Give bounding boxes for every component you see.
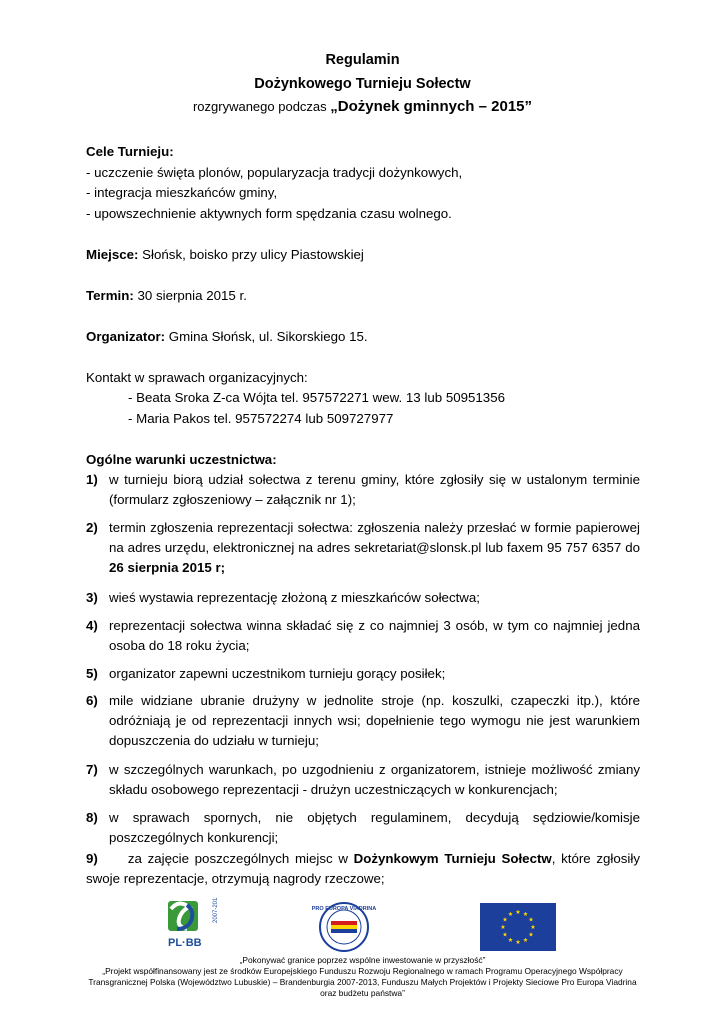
condition-number: 5) xyxy=(86,666,98,681)
plbb-text: PL·BB xyxy=(168,937,202,949)
term-label: Termin: xyxy=(86,288,134,303)
organizer-line xyxy=(86,329,368,344)
plbb-years: 2007-2013 xyxy=(213,897,219,923)
plbb-logo xyxy=(168,897,219,949)
tournament-name: Dożynkowym Turnieju Sołectw xyxy=(353,851,552,866)
condition-number: 9) xyxy=(86,851,98,866)
organizer-value: Gmina Słońsk, ul. Sikorskiego 15. xyxy=(165,329,368,344)
euroregion-seal xyxy=(312,903,377,951)
place-value: Słońsk, boisko przy ulicy Piastowskiej xyxy=(138,247,364,262)
condition-text-end: , które zgłosiły swoje reprezentacje, otrzymują nagrody rzeczowe; xyxy=(86,851,640,886)
subtitle-prefix: rozgrywanego podczas xyxy=(192,99,331,114)
condition-item xyxy=(86,664,640,684)
logos-svg xyxy=(0,897,725,953)
term-value: 30 sierpnia 2015 r. xyxy=(133,288,247,303)
condition-text-main: termin zgłoszenia reprezentacji sołectwa: zgłoszenia należy przesłać w formie papierowej na adres urzędu, elektronicznej na adres sekretariat@slonsk.pl lub faxem 95 757 6357 do xyxy=(109,520,640,555)
condition-text xyxy=(109,518,640,578)
condition-text: reprezentacji sołectwa winna składać się z co najmniej 3 osób, w tym co najmniej jedna osoba do 18 roku życia; xyxy=(109,618,640,653)
footer-line: „Projekt współfinansowany jest ze środków Europejskiego Funduszu Rozwoju Regionalnego w ramach Programu Operacyjnego Współpracy xyxy=(102,966,623,976)
condition-text: mile widziane ubranie drużyny w jednolite stroje (np. koszulki, czapeczki itp.), które odróżniają je od reprezentacji innych wsi; dopełnienie tego wymogu nie jest warunkiem dopuszczenia do udziału w turnieju; xyxy=(109,693,640,748)
contact-heading: Kontakt w sprawach organizacyjnych: xyxy=(86,370,308,385)
condition-item xyxy=(86,518,640,578)
condition-item xyxy=(86,616,640,656)
subtitle-event: „Dożynek gminnych – 2015” xyxy=(330,98,533,115)
document-subject: Dożynkowego Turnieju Sołectw xyxy=(254,76,471,92)
contact-item: - Beata Sroka Z-ca Wójta tel. 957572271 wew. 13 lub 50951356 xyxy=(128,390,505,405)
logos-row xyxy=(0,897,725,953)
condition-item xyxy=(86,849,640,889)
condition-text: wieś wystawia reprezentację złożoną z mieszkańców sołectwa; xyxy=(109,590,480,605)
condition-text-main: za zajęcie poszczególnych miejsc w xyxy=(127,851,354,866)
condition-text: organizator zapewni uczestnikom turnieju gorący posiłek; xyxy=(109,666,446,681)
condition-item xyxy=(86,588,640,608)
footer-line: oraz budżetu państwa” xyxy=(320,988,405,998)
footer-slogan: „Pokonywać granice poprzez wspólne inwestowanie w przyszłość” xyxy=(239,955,486,965)
condition-text: w turnieju biorą udział sołectwa z terenu gminy, które zgłosiły się w ustalonym terminie (formularz zgłoszeniowy – załącznik nr 1); xyxy=(109,472,640,507)
organizer-label: Organizator: xyxy=(86,329,166,344)
footer-line: Transgranicznej Polska (Województwo Lubuskie) – Brandenburgia 2007-2013, Funduszu Małych Projektów i Projekty Sieciowe Pro Europa Viadrina xyxy=(88,977,637,987)
condition-item xyxy=(86,760,640,800)
condition-number: 6) xyxy=(86,693,98,708)
place-label: Miejsce: xyxy=(86,247,139,262)
conditions-heading: Ogólne warunki uczestnictwa: xyxy=(86,452,277,467)
term-line xyxy=(86,288,247,303)
condition-item xyxy=(86,470,640,510)
condition-item xyxy=(86,691,640,751)
place-line xyxy=(86,247,364,262)
goal-item: - uczczenie święta plonów, popularyzacja tradycji dożynkowych, xyxy=(86,165,463,180)
seal-ring-text: PRO EUROPA VIADRINA xyxy=(311,906,377,912)
condition-number: 7) xyxy=(86,762,98,777)
condition-text: w sprawach spornych, nie objętych regulaminem, decydują sędziowie/komisje poszczególnych konkurencji; xyxy=(109,810,640,845)
document-title: Regulamin xyxy=(325,52,400,68)
condition-number: 1) xyxy=(86,472,98,487)
goals-heading: Cele Turnieju: xyxy=(86,144,174,159)
goal-item: - integracja mieszkańców gminy, xyxy=(86,185,278,200)
condition-number: 3) xyxy=(86,590,98,605)
deadline-date: 26 sierpnia 2015 r; xyxy=(109,560,226,575)
condition-text: w szczególnych warunkach, po uzgodnieniu z organizatorem, istnieje możliwość zmiany składu osobowego reprezentacji - drużyn uczestniczących w konkurencjach; xyxy=(109,762,640,797)
goal-item: - upowszechnienie aktywnych form spędzania czasu wolnego. xyxy=(86,206,452,221)
condition-number: 2) xyxy=(86,520,98,535)
condition-number: 4) xyxy=(86,618,98,633)
contact-item: - Maria Pakos tel. 957572274 lub 509727977 xyxy=(128,411,394,426)
eu-flag xyxy=(480,903,556,951)
condition-item xyxy=(86,808,640,848)
condition-number: 8) xyxy=(86,810,98,825)
document-subtitle xyxy=(0,98,725,115)
